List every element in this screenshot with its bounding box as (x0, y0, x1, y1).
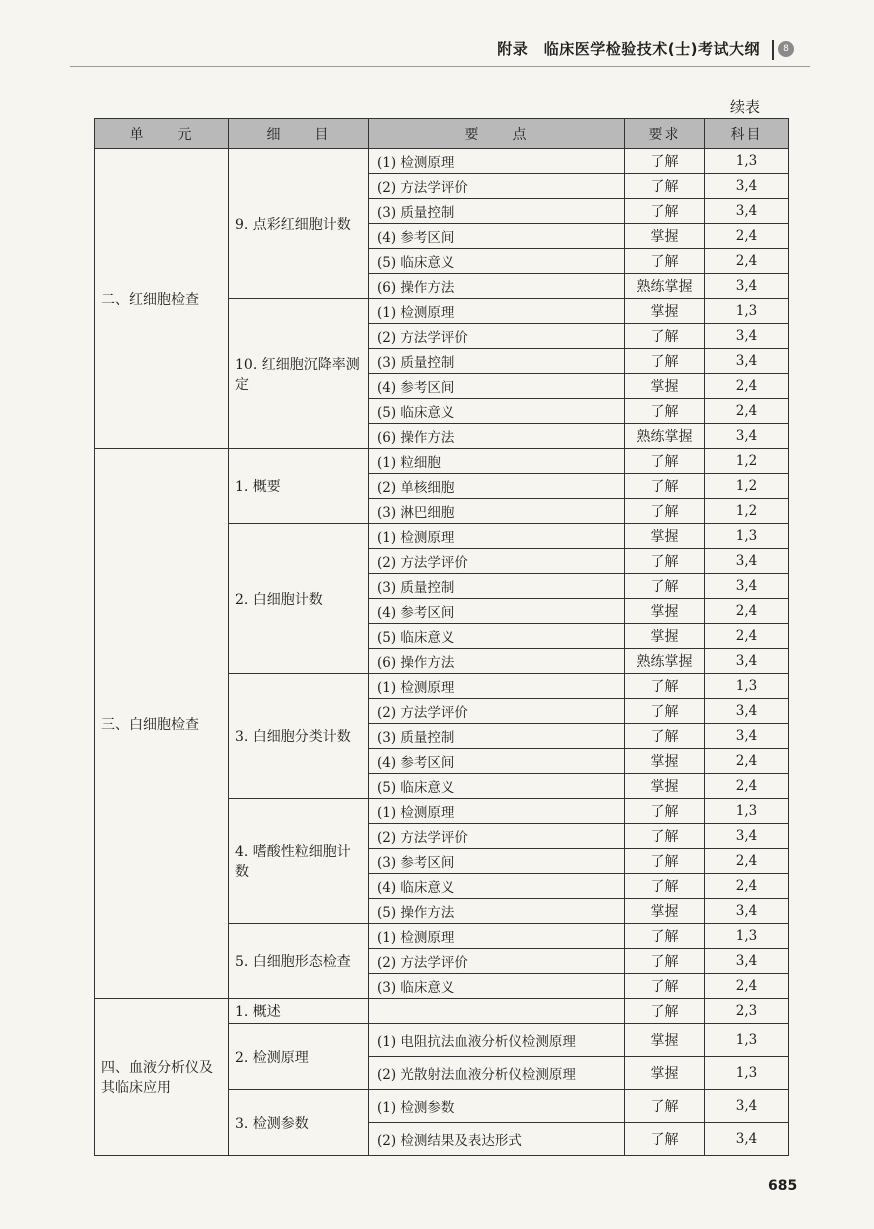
point-cell: (3) 淋巴细胞 (369, 499, 625, 524)
col-header-requirement: 要求 (625, 119, 705, 149)
subject-cell: 1,3 (705, 1024, 789, 1057)
requirement-cell: 了解 (625, 799, 705, 824)
subject-cell: 3,4 (705, 424, 789, 449)
requirement-cell: 掌握 (625, 1024, 705, 1057)
subject-cell: 1,3 (705, 1057, 789, 1090)
sub-item-cell: 1. 概述 (229, 999, 369, 1024)
chapter-badge-icon: 8 (778, 41, 794, 57)
subject-cell: 3,4 (705, 574, 789, 599)
requirement-cell: 了解 (625, 449, 705, 474)
subject-cell: 3,4 (705, 1090, 789, 1123)
point-cell: (3) 质量控制 (369, 199, 625, 224)
requirement-cell: 掌握 (625, 224, 705, 249)
requirement-cell: 了解 (625, 324, 705, 349)
subject-cell: 1,3 (705, 299, 789, 324)
requirement-cell: 了解 (625, 949, 705, 974)
header-rule (70, 66, 810, 67)
point-cell: (4) 参考区间 (369, 599, 625, 624)
sub-item-cell: 2. 白细胞计数 (229, 524, 369, 674)
subject-cell: 2,4 (705, 224, 789, 249)
subject-cell: 2,4 (705, 599, 789, 624)
subject-cell: 1,2 (705, 499, 789, 524)
point-cell: (5) 临床意义 (369, 774, 625, 799)
col-header-unit: 单 元 (95, 119, 229, 149)
subject-cell: 2,4 (705, 849, 789, 874)
point-cell: (4) 参考区间 (369, 374, 625, 399)
continued-label: 续表 (729, 98, 760, 116)
requirement-cell: 掌握 (625, 299, 705, 324)
subject-cell: 1,2 (705, 474, 789, 499)
point-cell: (6) 操作方法 (369, 649, 625, 674)
point-cell: (1) 检测原理 (369, 299, 625, 324)
subject-cell: 1,3 (705, 924, 789, 949)
subject-cell: 2,4 (705, 874, 789, 899)
requirement-cell: 了解 (625, 874, 705, 899)
point-cell: (4) 参考区间 (369, 224, 625, 249)
point-cell: (2) 方法学评价 (369, 699, 625, 724)
subject-cell: 3,4 (705, 549, 789, 574)
requirement-cell: 了解 (625, 549, 705, 574)
point-cell: (1) 检测原理 (369, 524, 625, 549)
point-cell: (2) 方法学评价 (369, 549, 625, 574)
header-title: 附录 临床医学检验技术(士)考试大纲 (497, 40, 760, 58)
requirement-cell: 了解 (625, 699, 705, 724)
point-cell: (1) 检测原理 (369, 799, 625, 824)
subject-cell: 1,3 (705, 149, 789, 174)
requirement-cell: 了解 (625, 349, 705, 374)
point-cell: (6) 操作方法 (369, 424, 625, 449)
requirement-cell: 了解 (625, 999, 705, 1024)
subject-cell: 3,4 (705, 199, 789, 224)
subject-cell: 1,3 (705, 524, 789, 549)
point-cell: (2) 方法学评价 (369, 324, 625, 349)
subject-cell: 2,4 (705, 374, 789, 399)
requirement-cell: 了解 (625, 174, 705, 199)
requirement-cell: 了解 (625, 849, 705, 874)
table-row (95, 449, 789, 474)
point-cell: (2) 方法学评价 (369, 174, 625, 199)
requirement-cell: 掌握 (625, 524, 705, 549)
page-header (0, 38, 804, 68)
requirement-cell: 了解 (625, 824, 705, 849)
point-cell: (5) 操作方法 (369, 899, 625, 924)
syllabus-table (94, 118, 789, 1156)
unit-cell: 三、白细胞检查 (95, 449, 229, 999)
point-cell: (3) 临床意义 (369, 974, 625, 999)
sub-item-cell: 9. 点彩红细胞计数 (229, 149, 369, 299)
point-cell: (1) 检测原理 (369, 149, 625, 174)
requirement-cell: 了解 (625, 574, 705, 599)
point-cell: (3) 参考区间 (369, 849, 625, 874)
requirement-cell: 熟练掌握 (625, 649, 705, 674)
point-cell: (2) 检测结果及表达形式 (369, 1123, 625, 1156)
subject-cell: 1,3 (705, 799, 789, 824)
point-cell: (2) 单核细胞 (369, 474, 625, 499)
subject-cell: 2,4 (705, 249, 789, 274)
point-cell: (2) 光散射法血液分析仪检测原理 (369, 1057, 625, 1090)
subject-cell: 2,4 (705, 399, 789, 424)
requirement-cell: 了解 (625, 1123, 705, 1156)
requirement-cell: 了解 (625, 499, 705, 524)
requirement-cell: 掌握 (625, 624, 705, 649)
point-cell: (1) 检测原理 (369, 924, 625, 949)
requirement-cell: 掌握 (625, 774, 705, 799)
requirement-cell: 掌握 (625, 374, 705, 399)
point-cell: (4) 临床意义 (369, 874, 625, 899)
sub-item-cell: 5. 白细胞形态检查 (229, 924, 369, 999)
subject-cell: 3,4 (705, 174, 789, 199)
requirement-cell: 了解 (625, 924, 705, 949)
col-header-subject: 科目 (705, 119, 789, 149)
point-cell (369, 999, 625, 1024)
requirement-cell: 了解 (625, 1090, 705, 1123)
subject-cell: 3,4 (705, 649, 789, 674)
point-cell: (1) 粒细胞 (369, 449, 625, 474)
subject-cell: 2,4 (705, 774, 789, 799)
subject-cell: 3,4 (705, 324, 789, 349)
subject-cell: 3,4 (705, 274, 789, 299)
requirement-cell: 了解 (625, 249, 705, 274)
subject-cell: 1,3 (705, 674, 789, 699)
requirement-cell: 了解 (625, 474, 705, 499)
sub-item-cell: 10. 红细胞沉降率测定 (229, 299, 369, 449)
point-cell: (6) 操作方法 (369, 274, 625, 299)
unit-cell: 四、血液分析仪及其临床应用 (95, 999, 229, 1156)
requirement-cell: 了解 (625, 399, 705, 424)
point-cell: (5) 临床意义 (369, 624, 625, 649)
subject-cell: 3,4 (705, 349, 789, 374)
subject-cell: 3,4 (705, 899, 789, 924)
table-row (95, 149, 789, 174)
point-cell: (1) 电阻抗法血液分析仪检测原理 (369, 1024, 625, 1057)
sub-item-cell: 3. 检测参数 (229, 1090, 369, 1156)
subject-cell: 3,4 (705, 824, 789, 849)
point-cell: (2) 方法学评价 (369, 824, 625, 849)
point-cell: (4) 参考区间 (369, 749, 625, 774)
table-row (95, 999, 789, 1024)
point-cell: (5) 临床意义 (369, 249, 625, 274)
sub-item-cell: 2. 检测原理 (229, 1024, 369, 1090)
point-cell: (1) 检测参数 (369, 1090, 625, 1123)
requirement-cell: 掌握 (625, 899, 705, 924)
col-header-sub: 细 目 (229, 119, 369, 149)
point-cell: (2) 方法学评价 (369, 949, 625, 974)
table-header-row (95, 119, 789, 149)
subject-cell: 2,4 (705, 749, 789, 774)
requirement-cell: 了解 (625, 724, 705, 749)
point-cell: (5) 临床意义 (369, 399, 625, 424)
requirement-cell: 熟练掌握 (625, 424, 705, 449)
subject-cell: 2,4 (705, 624, 789, 649)
point-cell: (1) 检测原理 (369, 674, 625, 699)
requirement-cell: 掌握 (625, 599, 705, 624)
subject-cell: 2,3 (705, 999, 789, 1024)
requirement-cell: 熟练掌握 (625, 274, 705, 299)
requirement-cell: 了解 (625, 674, 705, 699)
subject-cell: 1,2 (705, 449, 789, 474)
requirement-cell: 掌握 (625, 749, 705, 774)
subject-cell: 3,4 (705, 1123, 789, 1156)
subject-cell: 3,4 (705, 724, 789, 749)
point-cell: (3) 质量控制 (369, 724, 625, 749)
table-body (95, 149, 789, 1156)
requirement-cell: 了解 (625, 149, 705, 174)
col-header-points: 要 点 (369, 119, 625, 149)
requirement-cell: 了解 (625, 199, 705, 224)
subject-cell: 3,4 (705, 949, 789, 974)
header-divider (772, 40, 774, 60)
requirement-cell: 掌握 (625, 1057, 705, 1090)
subject-cell: 2,4 (705, 974, 789, 999)
subject-cell: 3,4 (705, 699, 789, 724)
sub-item-cell: 4. 嗜酸性粒细胞计数 (229, 799, 369, 924)
sub-item-cell: 3. 白细胞分类计数 (229, 674, 369, 799)
requirement-cell: 了解 (625, 974, 705, 999)
point-cell: (3) 质量控制 (369, 574, 625, 599)
unit-cell: 二、红细胞检查 (95, 149, 229, 449)
sub-item-cell: 1. 概要 (229, 449, 369, 524)
point-cell: (3) 质量控制 (369, 349, 625, 374)
page-number: 685 (768, 1178, 798, 1194)
